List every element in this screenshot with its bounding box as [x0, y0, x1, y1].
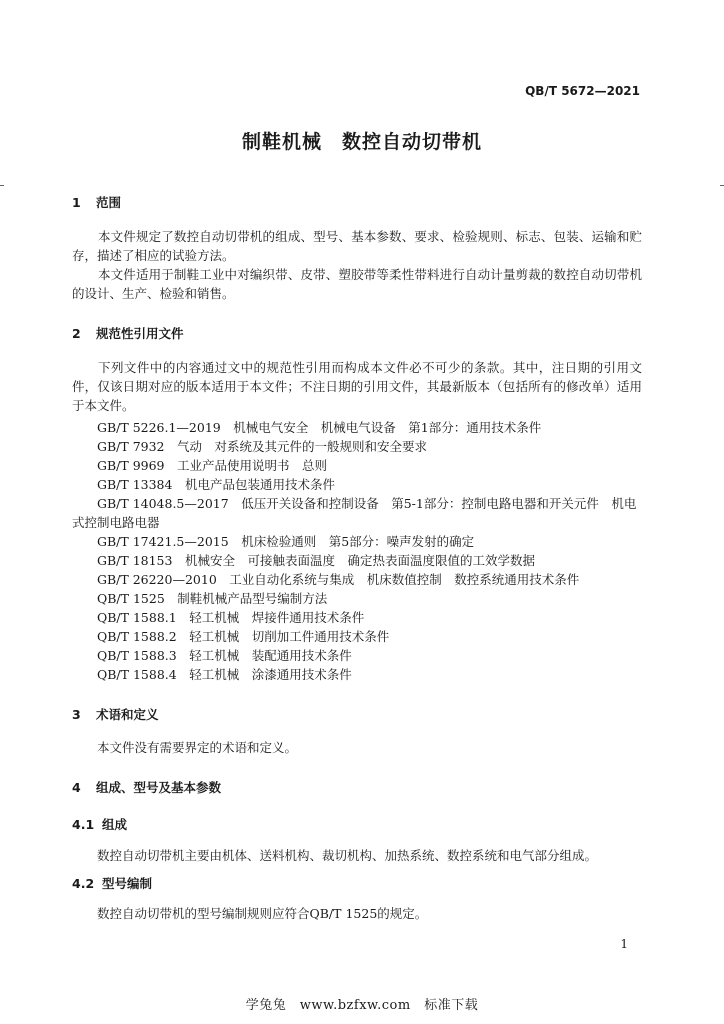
section-2-heading [72, 324, 184, 342]
composition-paragraph: 数控自动切带机主要由机体、送料机构、裁切机构、加热系统、数控系统和电气部分组成。 [97, 848, 598, 863]
model-paragraph: 数控自动切带机的型号编制规则应符合QB/T 1525的规定。 [97, 906, 428, 921]
section-number: 4.1 [72, 817, 95, 832]
reference-item: QB/T 1588.2 轻工机械 切削加工件通用技术条件 [97, 629, 390, 644]
reference-item: GB/T 5226.1—2019 机械电气安全 机械电气设备 第1部分：通用技术条件 [97, 420, 542, 435]
reference-item: GB/T 9969 工业产品使用说明书 总则 [97, 458, 328, 473]
section-title: 组成 [102, 817, 128, 832]
section-number: 4 [72, 780, 81, 795]
page-number: 1 [620, 937, 628, 951]
section-1-heading [72, 193, 121, 211]
document-title: 制鞋机械 数控自动切带机 [241, 131, 482, 153]
section-title: 型号编制 [102, 876, 153, 891]
section-number: 2 [72, 326, 81, 341]
footer-watermark: 学兔兔 www.bzfxw.com 标准下载 [245, 998, 479, 1013]
scope-paragraph-2: 本文件适用于制鞋工业中对编织带、皮带、塑胶带等柔性带料进行自动计量剪裁的数控自动切带机的设计、生产、检验和销售。 [72, 267, 642, 301]
section-title: 术语和定义 [96, 707, 159, 722]
section-number: 4.2 [72, 876, 95, 891]
references-intro: 下列文件中的内容通过文中的规范性引用而构成本文件必不可少的条款。其中，注日期的引用文件，仅该日期对应的版本适用于本文件；不注日期的引用文件，其最新版本（包括所有的修改单）适用于本文件。 [72, 360, 642, 413]
section-4-heading [72, 778, 221, 796]
section-title: 范围 [96, 195, 122, 210]
reference-item: GB/T 7932 气动 对系统及其元件的一般规则和安全要求 [97, 439, 428, 454]
section-title: 规范性引用文件 [96, 326, 184, 341]
reference-item: GB/T 14048.5—2017 低压开关设备和控制设备 第5-1部分：控制电路电器和开关元件 机电式控制电路电器 [72, 496, 637, 530]
left-edge-mark [0, 185, 4, 186]
terms-paragraph: 本文件没有需要界定的术语和定义。 [97, 740, 298, 755]
reference-item: GB/T 17421.5—2015 机床检验通则 第5部分：噪声发射的确定 [97, 534, 475, 549]
right-edge-mark [720, 185, 724, 186]
section-3-heading [72, 705, 159, 723]
reference-item: GB/T 26220—2010 工业自动化系统与集成 机床数值控制 数控系统通用技术条件 [97, 572, 580, 587]
reference-item: QB/T 1588.3 轻工机械 装配通用技术条件 [97, 648, 352, 663]
reference-item: QB/T 1588.1 轻工机械 焊接件通用技术条件 [97, 610, 365, 625]
section-4-2-heading [72, 874, 152, 892]
section-number: 1 [72, 195, 81, 210]
reference-item: QB/T 1525 制鞋机械产品型号编制方法 [97, 591, 328, 606]
scope-paragraph-1: 本文件规定了数控自动切带机的组成、型号、基本参数、要求、检验规则、标志、包装、运输和贮存，描述了相应的试验方法。 [72, 229, 642, 263]
standard-code: QB/T 5672—2021 [525, 84, 640, 98]
section-title: 组成、型号及基本参数 [96, 780, 222, 795]
section-number: 3 [72, 707, 81, 722]
reference-item: QB/T 1588.4 轻工机械 涂漆通用技术条件 [97, 667, 352, 682]
reference-item: GB/T 18153 机械安全 可接触表面温度 确定热表面温度限值的工效学数据 [97, 553, 535, 568]
section-4-1-heading [72, 815, 127, 833]
reference-item: GB/T 13384 机电产品包装通用技术条件 [97, 477, 335, 492]
